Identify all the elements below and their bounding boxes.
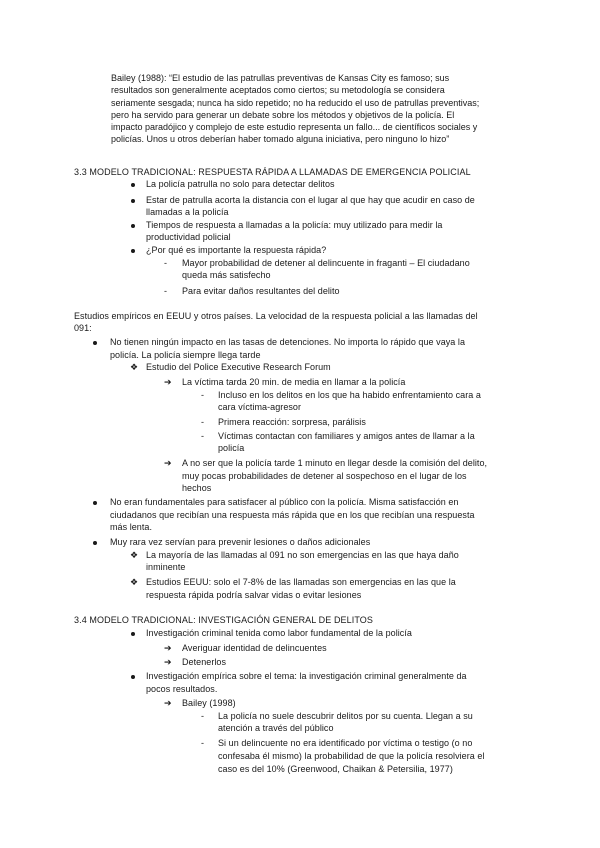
quote-line: resultados son generalmente aceptados como ciertos; su metodología se considera — [111, 85, 445, 96]
list-item: Tiempos de respuesta a llamadas a la policía: muy utilizado para medir la — [146, 220, 443, 230]
sub-sub-list-item: A no ser que la policía tarde 1 minuto en llegar desde la comisión del delito, — [182, 458, 488, 468]
list-item: ¿Por qué es importante la respuesta rápida? — [146, 245, 327, 255]
studies-intro-cont: 091: — [74, 323, 92, 333]
bullet-icon — [131, 183, 135, 187]
arrow-bullet-icon: ➔ — [164, 657, 172, 667]
sub-list-item: Bailey (1998) — [182, 698, 236, 708]
detail-item-cont: policía — [218, 443, 245, 453]
arrow-bullet-icon: ➔ — [164, 458, 172, 468]
list-item: Investigación empírica sobre el tema: la investigación criminal generalmente da — [146, 671, 467, 681]
dash-icon: - — [201, 390, 204, 400]
sub-list-item-cont: respuesta rápida podría salvar vidas o evitar lesiones — [146, 590, 362, 600]
list-item-cont: policía. La policía siempre llega tarde — [110, 350, 261, 360]
sub-list-item: Estudios EEUU: solo el 7-8% de las llamadas son emergencias en las que la — [146, 577, 456, 587]
detail-item-cont: caso es del 10% (Greenwood, Chaikan & Petersilia, 1977) — [218, 764, 453, 774]
section-heading-3-3: 3.3 MODELO TRADICIONAL: RESPUESTA RÁPIDA A LLAMADAS DE EMERGENCIA POLICIAL — [74, 167, 471, 177]
quote-line: seriamente sesgada; nunca ha sido repetido; no ha reducido el uso de patrullas preventivas; — [111, 97, 480, 108]
sub-list-item: La mayoría de las llamadas al 091 no son emergencias en las que haya daño — [146, 550, 459, 560]
list-item-cont: pocos resultados. — [146, 684, 218, 694]
bullet-icon — [93, 541, 97, 545]
studies-intro: Estudios empíricos en EEUU y otros países. La velocidad de la respuesta policial a las llamadas del — [74, 311, 478, 321]
dash-icon: - — [201, 417, 204, 427]
sub-list-item-cont: queda más satisfecho — [182, 270, 271, 280]
detail-item-cont: confesaba él mismo) la probabilidad de que la policía resolviera el — [218, 751, 485, 761]
sub-list-item-cont: inminente — [146, 562, 186, 572]
diamond-bullet-icon: ❖ — [130, 550, 139, 560]
list-item: La policía patrulla no solo para detectar delitos — [146, 179, 335, 189]
arrow-bullet-icon: ➔ — [164, 643, 172, 653]
bullet-icon — [131, 199, 135, 203]
dash-icon: - — [164, 286, 167, 296]
detail-item-cont: cara víctima-agresor — [218, 402, 302, 412]
list-item-cont: productividad policial — [146, 232, 231, 242]
bailey-quote — [111, 72, 541, 146]
sub-sub-list-item-cont: muy pocas probabilidades de detener al sospechoso en el lugar de los — [182, 471, 467, 481]
sub-list-item: Detenerlos — [182, 657, 227, 667]
detail-item: Si un delincuente no era identificado por víctima o testigo (o no — [218, 738, 473, 748]
list-item: Investigación criminal tenida como labor fundamental de la policía — [146, 628, 412, 638]
detail-item: Incluso en los delitos en los que ha habido enfrentamiento cara a — [218, 390, 481, 400]
bullet-icon — [131, 224, 135, 228]
sub-list-item: Averiguar identidad de delincuentes — [182, 643, 327, 653]
arrow-bullet-icon: ➔ — [164, 377, 172, 387]
dash-icon: - — [164, 258, 167, 268]
list-item: No tienen ningún impacto en las tasas de detenciones. No importa lo rápido que vaya la — [110, 337, 466, 347]
sub-list-item: Estudio del Police Executive Research Forum — [146, 362, 331, 372]
dash-icon: - — [201, 431, 204, 441]
list-item: No eran fundamentales para satisfacer al público con la policía. Misma satisfacción en — [110, 497, 459, 507]
sub-sub-list-item-cont: hechos — [182, 483, 212, 493]
list-item-cont: más lenta. — [110, 522, 153, 532]
diamond-bullet-icon: ❖ — [130, 362, 139, 372]
quote-line: Bailey (1988): “El estudio de las patrullas preventivas de Kansas City es famoso; sus — [111, 73, 450, 83]
detail-item-cont: atención a través del público — [218, 723, 334, 733]
bullet-icon — [131, 675, 135, 679]
list-item: Muy rara vez servían para prevenir lesiones o daños adicionales — [110, 537, 371, 547]
sub-sub-list-item: La víctima tarda 20 min. de media en llamar a la policía — [182, 377, 406, 387]
bullet-icon — [93, 501, 97, 505]
detail-item: Víctimas contactan con familiares y amigos antes de llamar a la — [218, 431, 475, 441]
bullet-icon — [131, 249, 135, 253]
bullet-icon — [93, 341, 97, 345]
detail-item: La policía no suele descubrir delitos por su cuenta. Llegan a su — [218, 711, 473, 721]
dash-icon: - — [201, 738, 204, 748]
list-item: Estar de patrulla acorta la distancia con el lugar al que hay que acudir en caso de — [146, 195, 475, 205]
sub-list-item: Mayor probabilidad de detener al delincuente in fraganti – El ciudadano — [182, 258, 470, 268]
bullet-icon — [131, 632, 135, 636]
section-heading-3-4: 3.4 MODELO TRADICIONAL: INVESTIGACIÓN GENERAL DE DELITOS — [74, 615, 374, 625]
detail-item: Primera reacción: sorpresa, parálisis — [218, 417, 366, 427]
quote-line: policías. Unos u otros deberían haber tomado alguna iniciativa, pero ninguno lo hizo” — [111, 134, 450, 145]
dash-icon: - — [201, 711, 204, 721]
diamond-bullet-icon: ❖ — [130, 577, 139, 587]
list-item-cont: ciudadanos que recibían una respuesta más rápida que en los que recibían una respuesta — [110, 510, 475, 520]
arrow-bullet-icon: ➔ — [164, 698, 172, 708]
quote-line: impacto paradójico y complejo de este estudio representa un fallo... de científicos sociales y — [111, 122, 478, 133]
quote-line: pero ha servido para generar un debate sobre los métodos y objetivos de la policía. El — [111, 109, 455, 120]
sub-list-item: Para evitar daños resultantes del delito — [182, 286, 340, 296]
list-item-cont: llamadas a la policía — [146, 207, 229, 217]
